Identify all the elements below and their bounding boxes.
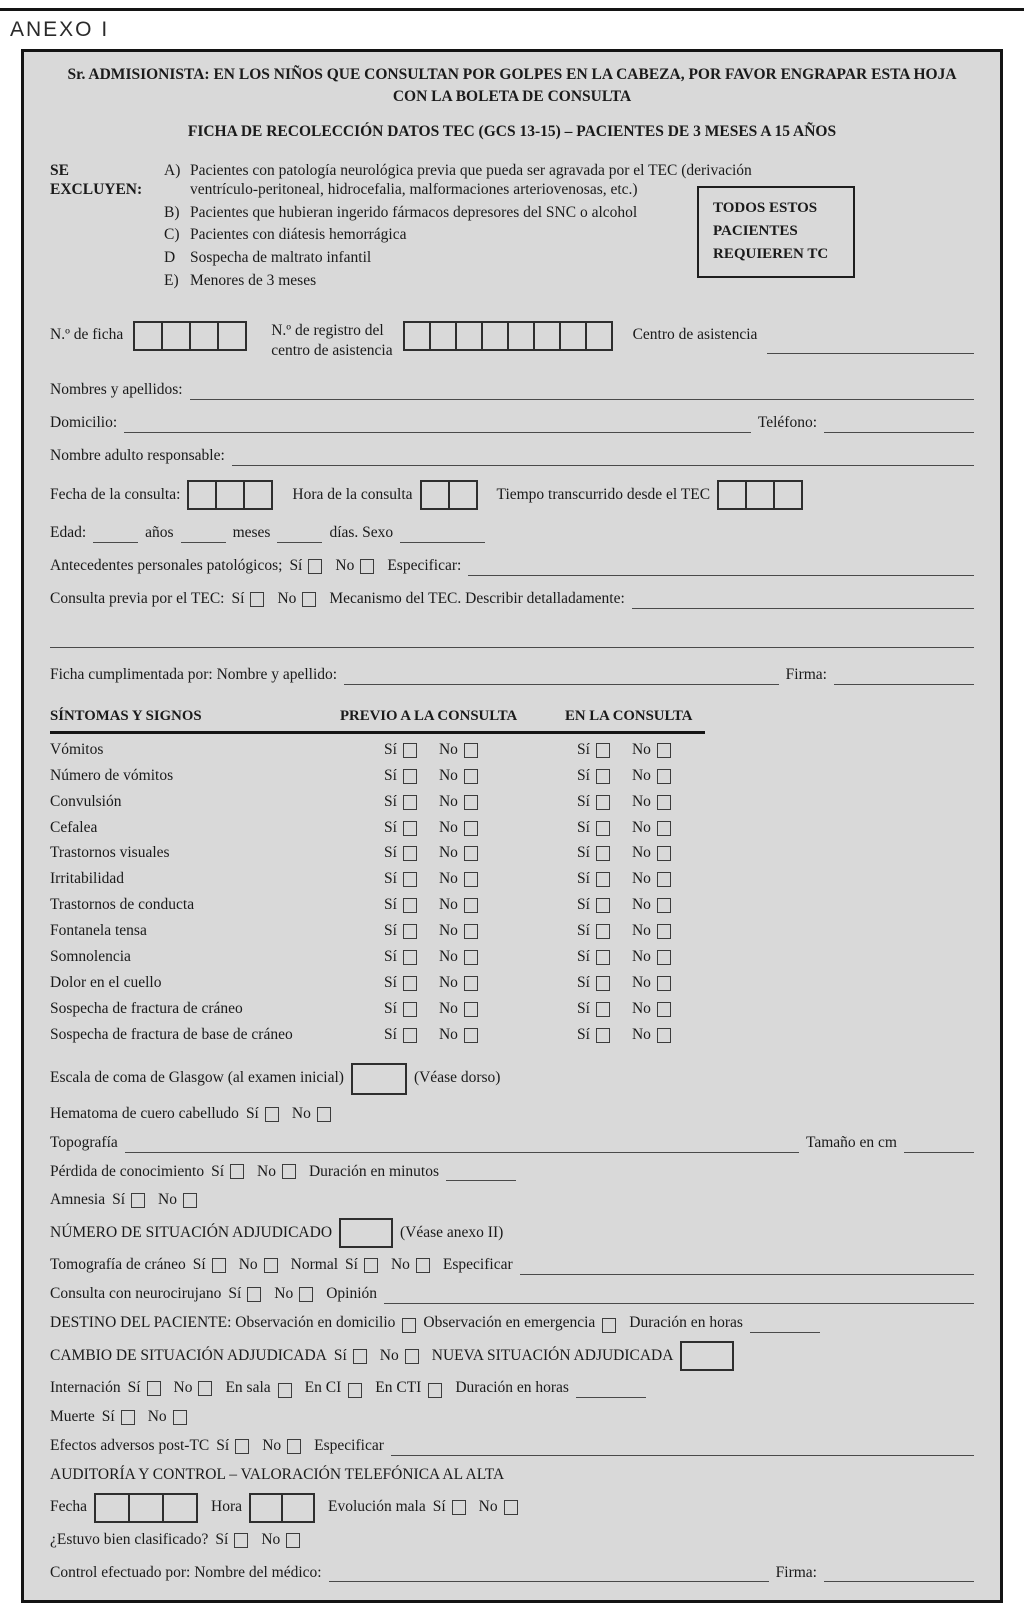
during-yes-checkbox[interactable] — [596, 821, 610, 836]
home-observation-checkbox[interactable] — [402, 1318, 416, 1333]
neurosurgeon-yes-checkbox[interactable] — [247, 1287, 261, 1302]
tc-required-line: PACIENTES — [713, 222, 798, 239]
duration-hours-blank[interactable] — [750, 1318, 820, 1333]
years-label: años — [145, 524, 174, 542]
days-sex-label: días. Sexo — [329, 524, 394, 542]
size-cm-label: Tamaño en cm — [805, 1133, 897, 1151]
control-row — [50, 1564, 974, 1583]
admissionist-note-line1: Sr. ADMISIONISTA: EN LOS NIÑOS QUE CONSULTAN POR GOLPES EN LA CABEZA, POR FAVOR ENGRAPAR ESTA HOJA — [67, 66, 957, 83]
exclusion-item: Pacientes que hubieran ingerido fármacos depresores del SNC o alcohol — [190, 203, 638, 221]
during-yes-checkbox[interactable] — [596, 1002, 610, 1017]
control-signature-label: Firma: — [775, 1563, 817, 1581]
age-sex-row — [50, 524, 974, 543]
time-since-tec-cells[interactable] — [717, 480, 803, 510]
symptom-row: Trastornos de conducta Sí No Sí No — [50, 896, 810, 915]
tc-required-notice — [697, 186, 855, 279]
symptoms-table — [50, 707, 974, 1045]
ct-no-checkbox[interactable] — [264, 1258, 278, 1273]
prev-yes-checkbox[interactable] — [403, 743, 417, 758]
symptom-row: Dolor en el cuello Sí No Sí No — [50, 974, 810, 993]
symptoms-header-en: EN LA CONSULTA — [565, 707, 693, 724]
adverse-effects-row: Efectos adversos post-TC Sí No Especificar — [50, 1437, 974, 1456]
during-no-checkbox[interactable] — [657, 976, 671, 991]
care-center-label: Centro de asistencia — [632, 326, 758, 344]
situation-change-no-checkbox[interactable] — [405, 1349, 419, 1364]
top-divider — [0, 8, 1024, 11]
during-yes-checkbox[interactable] — [596, 795, 610, 810]
symptom-row: Cefalea Sí No Sí No — [50, 819, 810, 838]
death-no-checkbox[interactable] — [173, 1410, 187, 1425]
mechanism-blank[interactable] — [632, 594, 974, 609]
prev-yes-checkbox[interactable] — [403, 976, 417, 991]
phone-blank[interactable] — [824, 418, 974, 433]
ct-specify-blank[interactable] — [520, 1260, 974, 1275]
registry-number-label: N.º de registro del centro de asistencia — [271, 322, 393, 360]
situation-number-box[interactable] — [339, 1218, 393, 1248]
ct-normal-no-checkbox[interactable] — [416, 1258, 430, 1273]
adverse-yes-checkbox[interactable] — [235, 1439, 249, 1454]
prev-yes-checkbox[interactable] — [403, 924, 417, 939]
new-situation-label: NUEVA SITUACIÓN ADJUDICADA — [431, 1346, 674, 1364]
prev-yes-checkbox[interactable] — [403, 846, 417, 861]
prev-no-checkbox[interactable] — [464, 743, 478, 758]
completed-by-blank[interactable] — [344, 670, 779, 685]
adverse-specify-blank[interactable] — [391, 1441, 974, 1456]
prev-no-checkbox[interactable] — [464, 846, 478, 861]
address-blank[interactable] — [124, 418, 751, 433]
cti-label: En CTI — [375, 1379, 422, 1397]
history-no-checkbox[interactable] — [360, 559, 374, 574]
during-no-checkbox[interactable] — [657, 846, 671, 861]
prev-yes-checkbox[interactable] — [403, 872, 417, 887]
situation-number-row — [50, 1218, 974, 1248]
mechanism-continuation-row — [50, 633, 974, 648]
exclusions-label: SE EXCLUYEN: — [50, 161, 143, 198]
loss-of-consciousness-label: Pérdida de conocimiento — [50, 1162, 205, 1180]
visit-date-cells[interactable] — [187, 480, 273, 510]
bad-evolution-yes-checkbox[interactable] — [452, 1500, 466, 1515]
amnesia-yes-checkbox[interactable] — [131, 1193, 145, 1208]
classification-row: ¿Estuvo bien clasificado? Sí No — [50, 1531, 974, 1550]
form-title: FICHA DE RECOLECCIÓN DATOS TEC (GCS 13-15) – PACIENTES DE 3 MESES A 15 AÑOS — [187, 122, 837, 140]
ct-yes-checkbox[interactable] — [212, 1258, 226, 1273]
exclusion-item: Pacientes con diátesis hemorrágica — [190, 226, 407, 244]
ci-checkbox[interactable] — [348, 1383, 362, 1398]
adverse-specify-label: Especificar — [314, 1436, 384, 1454]
during-yes-checkbox[interactable] — [596, 743, 610, 758]
topography-label: Topografía — [50, 1133, 118, 1151]
exclusion-marker: C) — [164, 226, 180, 244]
death-label: Muerte — [50, 1407, 95, 1425]
visit-datetime-row — [50, 480, 974, 510]
audit-date-cells[interactable] — [94, 1493, 198, 1523]
prev-no-checkbox[interactable] — [464, 898, 478, 913]
prev-yes-checkbox[interactable] — [403, 898, 417, 913]
audit-datetime-row: Fecha Hora Evolución mala Sí No — [50, 1493, 974, 1523]
guardian-label: Nombre adulto responsable: — [50, 447, 225, 465]
cti-checkbox[interactable] — [428, 1383, 442, 1398]
adverse-effects-label: Efectos adversos post-TC — [50, 1436, 210, 1454]
glasgow-note: (Véase dorso) — [413, 1069, 501, 1087]
ct-normal-label: Normal — [290, 1256, 339, 1274]
duration-hours-label: Duración en horas — [629, 1314, 743, 1332]
hospitalization-row: Internación Sí No En sala En CI En CTI Duración en horas — [50, 1379, 974, 1398]
names-blank[interactable] — [190, 385, 974, 400]
completed-by-row — [50, 666, 974, 685]
loc-no-checkbox[interactable] — [282, 1164, 296, 1179]
amnesia-row: Amnesia Sí No — [50, 1191, 974, 1210]
hospitalization-yes-checkbox[interactable] — [147, 1381, 161, 1396]
prev-no-checkbox[interactable] — [464, 924, 478, 939]
exclusion-marker: D — [164, 249, 176, 267]
during-yes-checkbox[interactable] — [596, 846, 610, 861]
symptom-label: Sospecha de fractura de base de cráneo — [50, 1025, 293, 1043]
amnesia-no-checkbox[interactable] — [183, 1193, 197, 1208]
control-doctor-blank[interactable] — [329, 1567, 769, 1582]
during-yes-checkbox[interactable] — [596, 976, 610, 991]
loc-yes-checkbox[interactable] — [230, 1164, 244, 1179]
ficha-number-label: N.º de ficha — [50, 326, 124, 344]
history-yes-checkbox[interactable] — [308, 559, 322, 574]
symptom-label: Irritabilidad — [50, 870, 125, 888]
symptom-label: Somnolencia — [50, 948, 131, 966]
symptoms-header-name: SÍNTOMAS Y SIGNOS — [50, 707, 202, 724]
topography-blank[interactable] — [125, 1138, 799, 1153]
duration-minutes-blank[interactable] — [446, 1166, 516, 1181]
during-no-checkbox[interactable] — [657, 1028, 671, 1043]
prev-no-checkbox[interactable] — [464, 1028, 478, 1043]
during-yes-checkbox[interactable] — [596, 924, 610, 939]
symptom-label: Cefalea — [50, 818, 98, 836]
symptom-row: Trastornos visuales Sí No Sí No — [50, 844, 810, 863]
hospitalization-label: Internación — [50, 1379, 121, 1397]
prev-no-checkbox[interactable] — [464, 821, 478, 836]
ct-scan-row: Tomografía de cráneo Sí No Normal Sí No Especificar — [50, 1256, 974, 1275]
symptom-row: Sospecha de fractura de base de cráneo Sí No Sí No — [50, 1026, 810, 1045]
symptom-row: Fontanela tensa Sí No Sí No — [50, 922, 810, 941]
hematoma-label: Hematoma de cuero cabelludo — [50, 1104, 239, 1122]
during-no-checkbox[interactable] — [657, 950, 671, 965]
exclusion-item: Pacientes con patología neurológica previa que pueda ser agravada por el TEC (derivación ventrículo-peritoneal, hidrocefalia, malformaciones arteriovenosas, etc.) — [190, 161, 752, 198]
hospitalization-no-checkbox[interactable] — [198, 1381, 212, 1396]
symptom-row: Irritabilidad Sí No Sí No — [50, 870, 810, 889]
ficha-row — [50, 321, 974, 361]
signature-blank[interactable] — [834, 670, 974, 685]
ci-label: En CI — [304, 1379, 342, 1397]
address-row — [50, 414, 974, 433]
mechanism-continuation-blank[interactable] — [50, 633, 974, 648]
age-months-blank[interactable] — [181, 528, 226, 543]
prev-yes-checkbox[interactable] — [403, 769, 417, 784]
tc-required-line: TODOS ESTOS — [713, 199, 818, 216]
ward-checkbox[interactable] — [278, 1383, 292, 1398]
admissionist-note-line2: CON LA BOLETA DE CONSULTA — [392, 87, 632, 105]
ficha-number-cells[interactable] — [133, 321, 247, 351]
hematoma-row: Hematoma de cuero cabelludo Sí No — [50, 1105, 974, 1124]
sex-blank[interactable] — [400, 528, 485, 543]
situation-number-note: (Véase anexo II) — [400, 1223, 504, 1241]
previous-visit-row: Consulta previa por el TEC: Sí No Mecanismo del TEC. Describir detalladamente: — [50, 590, 974, 609]
prev-no-checkbox[interactable] — [464, 795, 478, 810]
during-no-checkbox[interactable] — [657, 821, 671, 836]
ward-label: En sala — [225, 1379, 271, 1397]
opinion-blank[interactable] — [384, 1289, 974, 1304]
symptom-label: Dolor en el cuello — [50, 973, 162, 991]
previous-visit-no-checkbox[interactable] — [302, 592, 316, 607]
symptoms-header-row — [50, 707, 705, 734]
age-years-blank[interactable] — [93, 528, 138, 543]
names-row — [50, 381, 974, 400]
symptom-label: Trastornos visuales — [50, 844, 170, 862]
new-situation-box[interactable] — [680, 1341, 734, 1371]
audit-time-cells[interactable] — [249, 1493, 315, 1523]
symptom-label: Trastornos de conducta — [50, 896, 195, 914]
death-yes-checkbox[interactable] — [121, 1410, 135, 1425]
er-observation-label: Observación en emergencia — [423, 1314, 596, 1332]
care-center-blank[interactable] — [767, 339, 974, 354]
prev-no-checkbox[interactable] — [464, 976, 478, 991]
history-specify-label: Especificar: — [387, 557, 462, 575]
prev-no-checkbox[interactable] — [464, 1002, 478, 1017]
glasgow-score-box[interactable] — [351, 1063, 407, 1095]
control-label: Control efectuado por: Nombre del médico: — [50, 1563, 322, 1581]
adverse-no-checkbox[interactable] — [287, 1439, 301, 1454]
audit-time-label: Hora — [211, 1498, 243, 1516]
opinion-label: Opinión — [326, 1285, 378, 1303]
anexo-label: ANEXO I — [10, 18, 110, 41]
prev-yes-checkbox[interactable] — [403, 1028, 417, 1043]
history-row: Antecedentes personales patológicos; Sí No Especificar: — [50, 557, 974, 576]
mechanism-label: Mecanismo del TEC. Describir detalladamente: — [329, 589, 625, 607]
guardian-row — [50, 447, 974, 466]
phone-label: Teléfono: — [757, 414, 817, 432]
during-yes-checkbox[interactable] — [596, 769, 610, 784]
tc-required-line: REQUIEREN TC — [713, 246, 829, 263]
history-label: Antecedentes personales patológicos; — [50, 557, 283, 575]
classification-label: ¿Estuvo bien clasificado? — [50, 1530, 209, 1548]
address-label: Domicilio: — [50, 414, 118, 432]
during-no-checkbox[interactable] — [657, 898, 671, 913]
during-no-checkbox[interactable] — [657, 743, 671, 758]
audit-label: AUDITORÍA Y CONTROL – VALORACIÓN TELEFÓNICA AL ALTA — [50, 1465, 505, 1483]
during-yes-checkbox[interactable] — [596, 1028, 610, 1043]
prev-no-checkbox[interactable] — [464, 872, 478, 887]
bad-evolution-label: Evolución mala — [328, 1498, 426, 1516]
symptom-label: Sospecha de fractura de cráneo — [50, 999, 243, 1017]
previous-visit-label: Consulta previa por el TEC: — [50, 589, 225, 607]
hosp-duration-hours-blank[interactable] — [576, 1383, 646, 1398]
during-yes-checkbox[interactable] — [596, 872, 610, 887]
situation-change-row: CAMBIO DE SITUACIÓN ADJUDICADA Sí No NUEVA SITUACIÓN ADJUDICADA — [50, 1341, 974, 1371]
hematoma-yes-checkbox[interactable] — [265, 1107, 279, 1122]
prev-yes-checkbox[interactable] — [403, 795, 417, 810]
months-label: meses — [232, 524, 271, 542]
duration-minutes-label: Duración en minutos — [308, 1162, 439, 1180]
loss-of-consciousness-row: Pérdida de conocimiento Sí No Duración en minutos — [50, 1163, 974, 1182]
symptom-row: Somnolencia Sí No Sí No — [50, 948, 810, 967]
er-observation-checkbox[interactable] — [602, 1318, 616, 1333]
symptom-label: Número de vómitos — [50, 766, 174, 784]
audit-date-label: Fecha — [50, 1498, 88, 1516]
symptom-row: Sospecha de fractura de cráneo Sí No Sí No — [50, 1000, 810, 1019]
time-since-tec-label: Tiempo transcurrido desde el TEC — [496, 485, 711, 503]
prev-no-checkbox[interactable] — [464, 950, 478, 965]
during-no-checkbox[interactable] — [657, 1002, 671, 1017]
prev-yes-checkbox[interactable] — [403, 821, 417, 836]
completed-by-label: Ficha cumplimentada por: Nombre y apellido: — [50, 665, 338, 683]
situation-number-label: NÚMERO DE SITUACIÓN ADJUDICADO — [50, 1223, 333, 1241]
signature-label: Firma: — [785, 665, 827, 683]
neurosurgeon-label: Consulta con neurocirujano — [50, 1285, 222, 1303]
during-no-checkbox[interactable] — [657, 795, 671, 810]
destination-label: DESTINO DEL PACIENTE: Observación en domicilio — [50, 1314, 396, 1332]
symptom-row: Vómitos Sí No Sí No — [50, 741, 810, 760]
neurosurgeon-row: Consulta con neurocirujano Sí No Opinión — [50, 1285, 974, 1304]
visit-date-label: Fecha de la consulta: — [50, 485, 181, 503]
form-box — [21, 49, 1003, 1603]
symptom-label: Fontanela tensa — [50, 922, 147, 940]
hosp-duration-hours-label: Duración en horas — [455, 1379, 569, 1397]
control-signature-blank[interactable] — [824, 1567, 974, 1582]
exclusion-marker: A) — [164, 161, 181, 179]
classification-yes-checkbox[interactable] — [234, 1533, 248, 1548]
age-days-blank[interactable] — [277, 528, 322, 543]
ct-normal-yes-checkbox[interactable] — [364, 1258, 378, 1273]
glasgow-row — [50, 1063, 974, 1095]
visit-time-label: Hora de la consulta — [292, 485, 413, 503]
glasgow-label: Escala de coma de Glasgow (al examen inicial) — [50, 1069, 344, 1087]
previous-visit-yes-checkbox[interactable] — [250, 592, 264, 607]
age-label: Edad: — [50, 524, 87, 542]
symptom-label: Convulsión — [50, 792, 122, 810]
death-row: Muerte Sí No — [50, 1408, 974, 1427]
ct-scan-label: Tomografía de cráneo — [50, 1256, 186, 1274]
exclusions-section — [50, 162, 974, 291]
hematoma-no-checkbox[interactable] — [317, 1107, 331, 1122]
during-no-checkbox[interactable] — [657, 872, 671, 887]
during-no-checkbox[interactable] — [657, 769, 671, 784]
symptom-row: Número de vómitos Sí No Sí No — [50, 767, 810, 786]
prev-yes-checkbox[interactable] — [403, 950, 417, 965]
exclusion-marker: B) — [164, 203, 180, 221]
situation-change-yes-checkbox[interactable] — [353, 1349, 367, 1364]
during-no-checkbox[interactable] — [657, 924, 671, 939]
neurosurgeon-no-checkbox[interactable] — [299, 1287, 313, 1302]
bad-evolution-no-checkbox[interactable] — [504, 1500, 518, 1515]
amnesia-label: Amnesia — [50, 1191, 106, 1209]
during-yes-checkbox[interactable] — [596, 898, 610, 913]
size-cm-blank[interactable] — [904, 1138, 974, 1153]
topography-row — [50, 1134, 974, 1153]
exclusion-item: Menores de 3 meses — [190, 272, 317, 290]
prev-no-checkbox[interactable] — [464, 769, 478, 784]
registry-number-cells[interactable] — [403, 321, 613, 351]
visit-time-cells[interactable] — [420, 480, 478, 510]
exclusion-marker: E) — [164, 272, 179, 290]
destination-row — [50, 1314, 974, 1333]
exclusion-item: Sospecha de maltrato infantil — [190, 249, 372, 267]
during-yes-checkbox[interactable] — [596, 950, 610, 965]
symptoms-header-prev: PREVIO A LA CONSULTA — [340, 707, 518, 724]
symptom-row: Convulsión Sí No Sí No — [50, 793, 810, 812]
ct-specify-label: Especificar — [442, 1256, 513, 1274]
prev-yes-checkbox[interactable] — [403, 1002, 417, 1017]
audit-row — [50, 1466, 974, 1485]
situation-change-label: CAMBIO DE SITUACIÓN ADJUDICADA — [50, 1346, 327, 1364]
symptom-label: Vómitos — [50, 740, 104, 758]
names-label: Nombres y apellidos: — [50, 381, 183, 399]
classification-no-checkbox[interactable] — [286, 1533, 300, 1548]
history-specify-blank[interactable] — [468, 561, 974, 576]
guardian-blank[interactable] — [232, 451, 974, 466]
